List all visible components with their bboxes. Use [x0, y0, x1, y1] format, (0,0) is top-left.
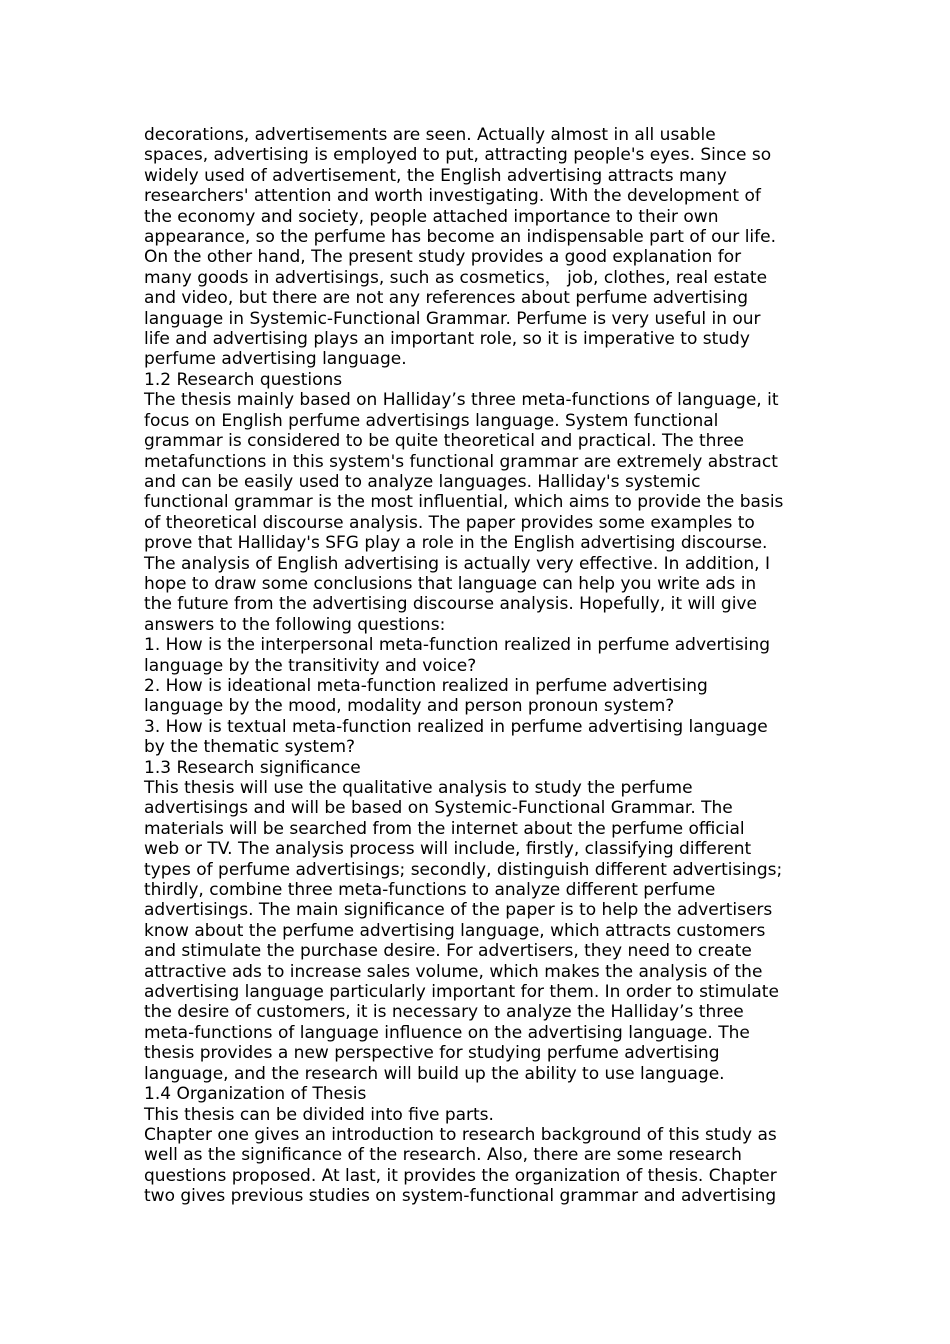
text-line: and stimulate the purchase desire. For advertisers, they need to create — [144, 941, 752, 962]
text-line: types of perfume advertisings; secondly, distinguish different advertisings; — [144, 859, 783, 880]
text-line: decorations, advertisements are seen. Actually almost in all usable — [144, 125, 716, 145]
text-line: widely used of advertisement, the English advertising attracts many — [144, 165, 727, 186]
text-line: 2. How is ideational meta-function realized in perfume advertising — [144, 675, 708, 696]
text-line: language in Systemic-Functional Grammar. Perfume is very useful in our — [144, 308, 761, 329]
text-line: advertising language particularly important for them. In order to stimulate — [144, 982, 779, 1003]
text-line: thesis provides a new perspective for studying perfume advertising — [144, 1043, 720, 1064]
text-line: and video, but there are not any references about perfume advertising — [144, 288, 748, 309]
text-line: prove that Halliday's SFG play a role in the English advertising discourse. — [144, 533, 768, 554]
research-significance-paragraph — [144, 778, 808, 1084]
text-line: researchers' attention and worth investigating. With the development of — [144, 186, 761, 207]
text-line: many goods in advertisings, such as cosmetics， job, clothes, real estate — [144, 267, 768, 288]
text-line: focus on English perfume advertisings language. System functional — [144, 410, 719, 431]
text-line: advertisings. The main significance of the paper is to help the advertisers — [144, 900, 773, 921]
text-line: two gives previous studies on system-functional grammar and advertising — [144, 1186, 777, 1207]
text-line: well as the significance of the research. Also, there are some research — [144, 1145, 742, 1166]
section-heading-research-significance — [144, 758, 808, 778]
intro-continued-paragraph — [144, 125, 808, 370]
chapter-overview-paragraph — [144, 1125, 808, 1207]
text-line: On the other hand, The present study provides a good explanation for — [144, 247, 742, 268]
text-line: 3. How is textual meta-function realized in perfume advertising language — [144, 716, 768, 737]
text-line: by the thematic system? — [144, 737, 356, 758]
text-line: language by the transitivity and voice? — [144, 655, 477, 676]
text-line: web or TV. The analysis process will include, firstly, classifying different — [144, 839, 752, 860]
question-3 — [144, 717, 808, 758]
text-line: appearance, so the perfume has become an indispensable part of our life. — [144, 227, 776, 248]
text-line: answers to the following questions: — [144, 614, 446, 635]
text-line: functional grammar is the most influential, which aims to provide the basis — [144, 492, 784, 513]
text-line: spaces, advertising is employed to put, attracting people's eyes. Since so — [144, 145, 772, 166]
section-heading-research-questions — [144, 370, 808, 390]
text-line: the desire of customers, it is necessary to analyze the Halliday’s three — [144, 1002, 744, 1023]
research-questions-paragraph — [144, 390, 808, 635]
text-line: language, and the research will build up the ability to use language. — [144, 1063, 725, 1084]
text-line: The thesis mainly based on Halliday’s three meta-functions of language, it — [144, 390, 779, 411]
text-line: Chapter one gives an introduction to research background of this study as — [144, 1124, 777, 1145]
text-line: 1.4 Organization of Thesis — [144, 1084, 367, 1105]
text-line: life and advertising plays an important role, so it is imperative to study — [144, 329, 750, 350]
question-1 — [144, 635, 808, 676]
text-line: language by the mood, modality and person pronoun system? — [144, 696, 675, 717]
text-line: 1. How is the interpersonal meta-function realized in perfume advertising — [144, 635, 771, 656]
text-line: perfume advertising language. — [144, 349, 407, 370]
text-line: metafunctions in this system's functional grammar are extremely abstract — [144, 451, 778, 472]
text-line: grammar is considered to be quite theoretical and practical. The three — [144, 431, 744, 452]
text-line: 1.2 Research questions — [144, 369, 343, 390]
section-heading-organization — [144, 1084, 808, 1104]
text-line: the future from the advertising discourse analysis. Hopefully, it will give — [144, 594, 757, 615]
text-line: This thesis will use the qualitative analysis to study the perfume — [144, 778, 693, 798]
text-line: of theoretical discourse analysis. The paper provides some examples to — [144, 512, 755, 533]
text-line: attractive ads to increase sales volume, which makes the analysis of the — [144, 961, 763, 982]
text-line: thirdly, combine three meta-functions to analyze different perfume — [144, 880, 716, 901]
document-page — [144, 125, 808, 1207]
text-line: know about the perfume advertising language, which attracts customers — [144, 920, 766, 941]
text-line: questions proposed. At last, it provides the organization of thesis. Chapter — [144, 1165, 777, 1186]
text-line: meta-functions of language influence on the advertising language. The — [144, 1022, 750, 1043]
text-line: This thesis can be divided into five parts. — [144, 1104, 494, 1125]
question-2 — [144, 676, 808, 717]
text-line: 1.3 Research significance — [144, 757, 361, 778]
text-line: The analysis of English advertising is actually very effective. In addition, I — [144, 553, 770, 574]
text-line: the economy and society, people attached importance to their own — [144, 206, 719, 227]
organization-intro-paragraph — [144, 1105, 808, 1125]
text-line: materials will be searched from the internet about the perfume official — [144, 818, 745, 839]
text-line: and can be easily used to analyze languages. Halliday's systemic — [144, 471, 701, 492]
text-line: advertisings and will be based on Systemic-Functional Grammar. The — [144, 798, 733, 819]
text-line: hope to draw some conclusions that language can help you write ads in — [144, 573, 757, 594]
